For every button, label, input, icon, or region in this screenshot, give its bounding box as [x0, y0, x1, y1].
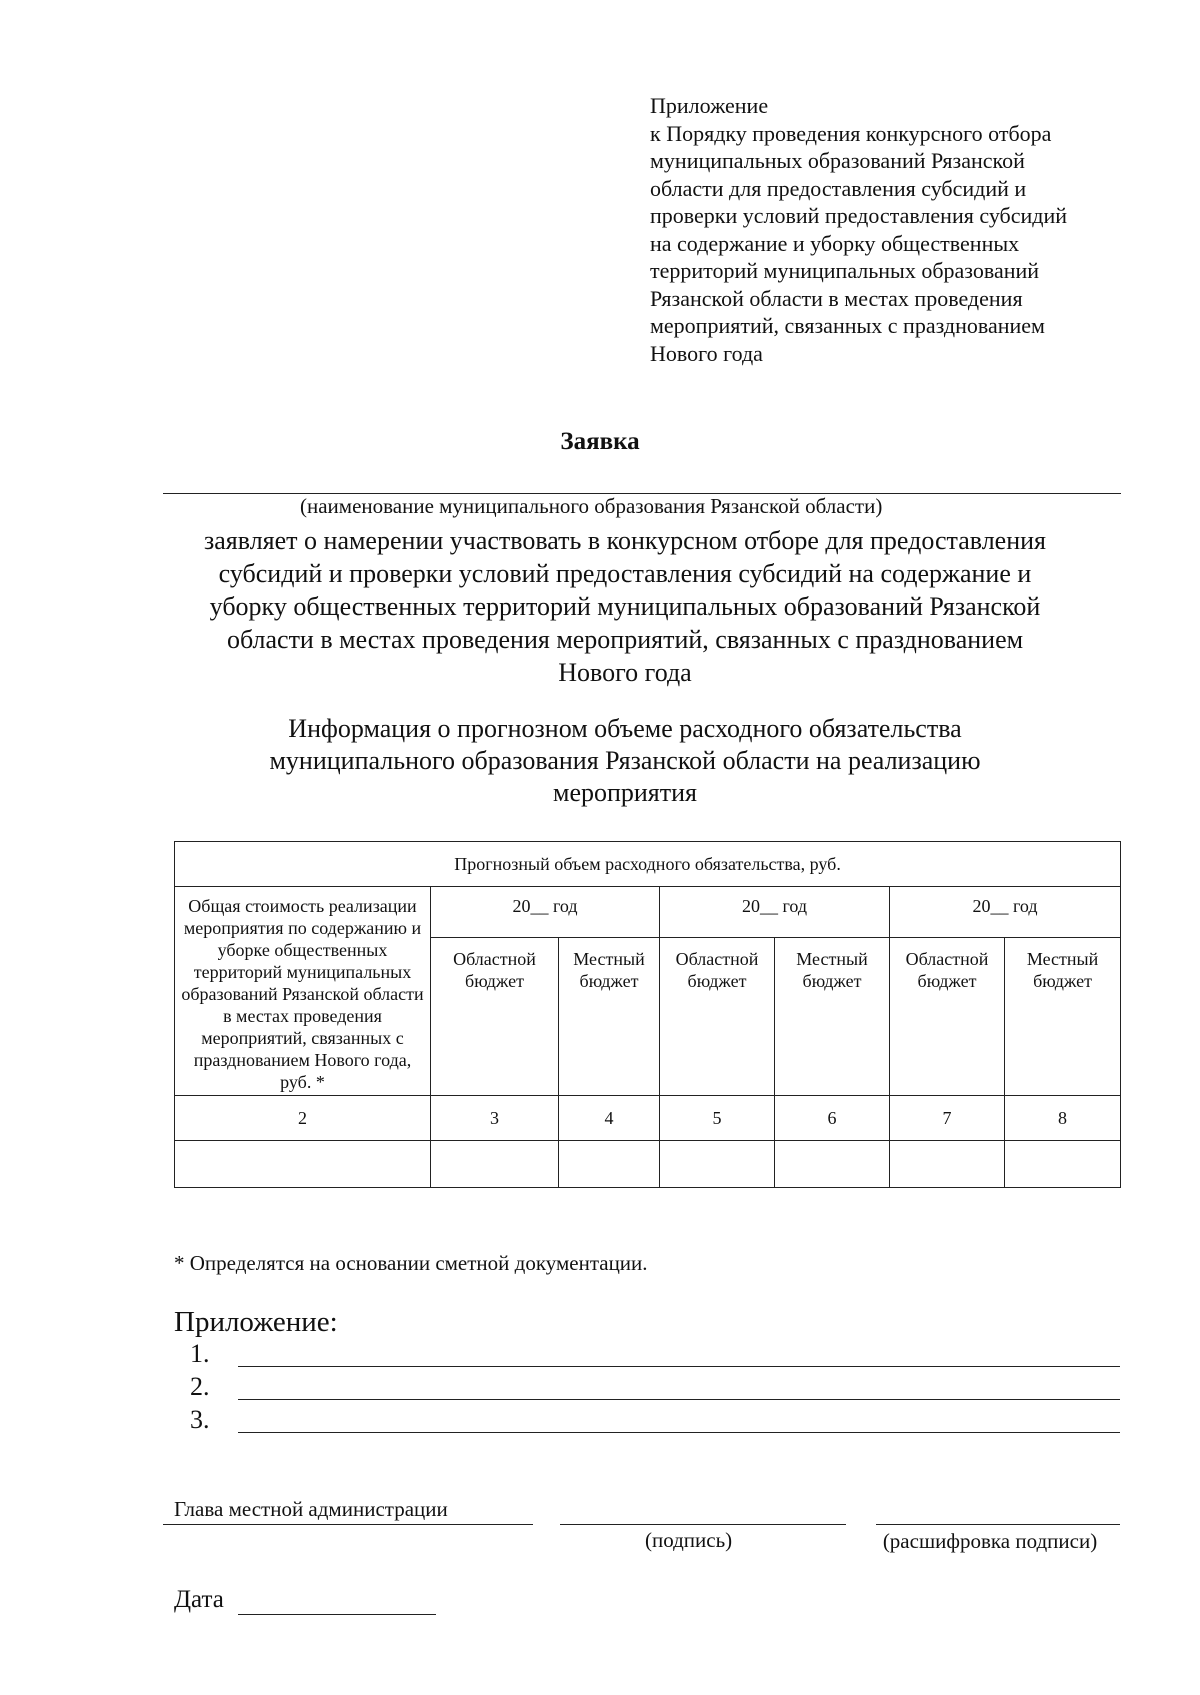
table-cell-input[interactable] — [175, 1141, 431, 1188]
info-heading-line: муниципального образования Рязанской области на реализацию — [269, 746, 981, 775]
year-header: 20__ год — [660, 887, 890, 938]
footnote: * Определятся на основании сметной документации. — [174, 1251, 648, 1275]
table-cell-input[interactable] — [660, 1141, 775, 1188]
column-number: 3 — [431, 1096, 559, 1141]
declaration-line: субсидий и проверки условий предоставления субсидий на содержание и — [218, 559, 1032, 588]
declaration-line: заявляет о намерении участвовать в конкурсном отборе для предоставления — [203, 526, 1047, 555]
appendix-line: на содержание и уборку общественных — [650, 230, 1020, 256]
appendix-line: Нового года — [650, 340, 763, 366]
budget-header: Местный бюджет — [1005, 938, 1121, 1096]
appendix-line: муниципальных образований Рязанской — [650, 148, 1025, 173]
page-title: Заявка — [560, 428, 640, 455]
column-number: 5 — [660, 1096, 775, 1141]
appendix-line: области для предоставления субсидий и — [650, 175, 1027, 201]
budget-header: Областной бюджет — [660, 938, 775, 1096]
signature-caption: (подпись) — [645, 1528, 733, 1552]
table-cell-input[interactable] — [890, 1141, 1005, 1188]
attachment-number: 3. — [190, 1405, 210, 1434]
info-heading — [150, 713, 1100, 809]
appendix-line: территорий муниципальных образований — [650, 258, 1040, 283]
attachment-line[interactable] — [238, 1432, 1120, 1433]
attachment-line[interactable] — [238, 1366, 1120, 1367]
appendix-note — [650, 92, 1120, 367]
signer-title: Глава местной администрации — [174, 1497, 448, 1521]
attachment-number: 2. — [190, 1372, 210, 1401]
table-cell-input[interactable] — [1005, 1141, 1121, 1188]
signer-line — [163, 1524, 533, 1525]
date-line[interactable] — [238, 1614, 436, 1615]
municipality-caption: (наименование муниципального образования Рязанской области) — [300, 494, 883, 518]
declaration-line: области в местах проведения мероприятий, связанных с празднованием — [226, 625, 1024, 654]
expenditure-table — [174, 841, 1121, 1188]
budget-header: Областной бюджет — [890, 938, 1005, 1096]
date-label: Дата — [174, 1586, 224, 1613]
column-number: 7 — [890, 1096, 1005, 1141]
declaration-line: уборку общественных территорий муниципальных образований Рязанской — [209, 592, 1041, 621]
budget-header: Областной бюджет — [431, 938, 559, 1096]
table-cell-input[interactable] — [559, 1141, 660, 1188]
transcript-caption: (расшифровка подписи) — [882, 1529, 1098, 1553]
declaration-text — [150, 524, 1100, 689]
column-number: 4 — [559, 1096, 660, 1141]
appendix-line: к Порядку проведения конкурсного отбора — [650, 120, 1052, 146]
appendix-line: Приложение — [650, 93, 769, 118]
appendix-line: проверки условий предоставления субсидий — [650, 203, 1068, 228]
signature-line[interactable] — [560, 1524, 846, 1525]
budget-header: Местный бюджет — [559, 938, 660, 1096]
info-heading-line: Информация о прогнозном объеме расходного обязательства — [288, 714, 962, 743]
info-heading-line: мероприятия — [552, 778, 697, 807]
table-cell-input[interactable] — [431, 1141, 559, 1188]
year-header: 20__ год — [890, 887, 1121, 938]
attachment-number: 1. — [190, 1339, 210, 1368]
appendix-line: Рязанской области в местах проведения — [650, 285, 1023, 311]
declaration-line: Нового года — [558, 658, 692, 687]
first-column-header: Общая стоимость реализации мероприятия по содержанию и уборке общественных территорий муниципальных образований Рязанской области в местах проведения мероприятий, связанных с празднованием Нового года, руб. * — [175, 887, 431, 1096]
budget-header: Местный бюджет — [775, 938, 890, 1096]
table-header: Прогнозный объем расходного обязательства, руб. — [175, 842, 1121, 887]
attachment-line[interactable] — [238, 1399, 1120, 1400]
year-header: 20__ год — [431, 887, 660, 938]
appendix-line: мероприятий, связанных с празднованием — [650, 313, 1045, 338]
column-number: 2 — [175, 1096, 431, 1141]
table-cell-input[interactable] — [775, 1141, 890, 1188]
column-number: 6 — [775, 1096, 890, 1141]
attachments-label: Приложение: — [174, 1306, 338, 1338]
transcript-line[interactable] — [876, 1524, 1120, 1525]
column-number: 8 — [1005, 1096, 1121, 1141]
